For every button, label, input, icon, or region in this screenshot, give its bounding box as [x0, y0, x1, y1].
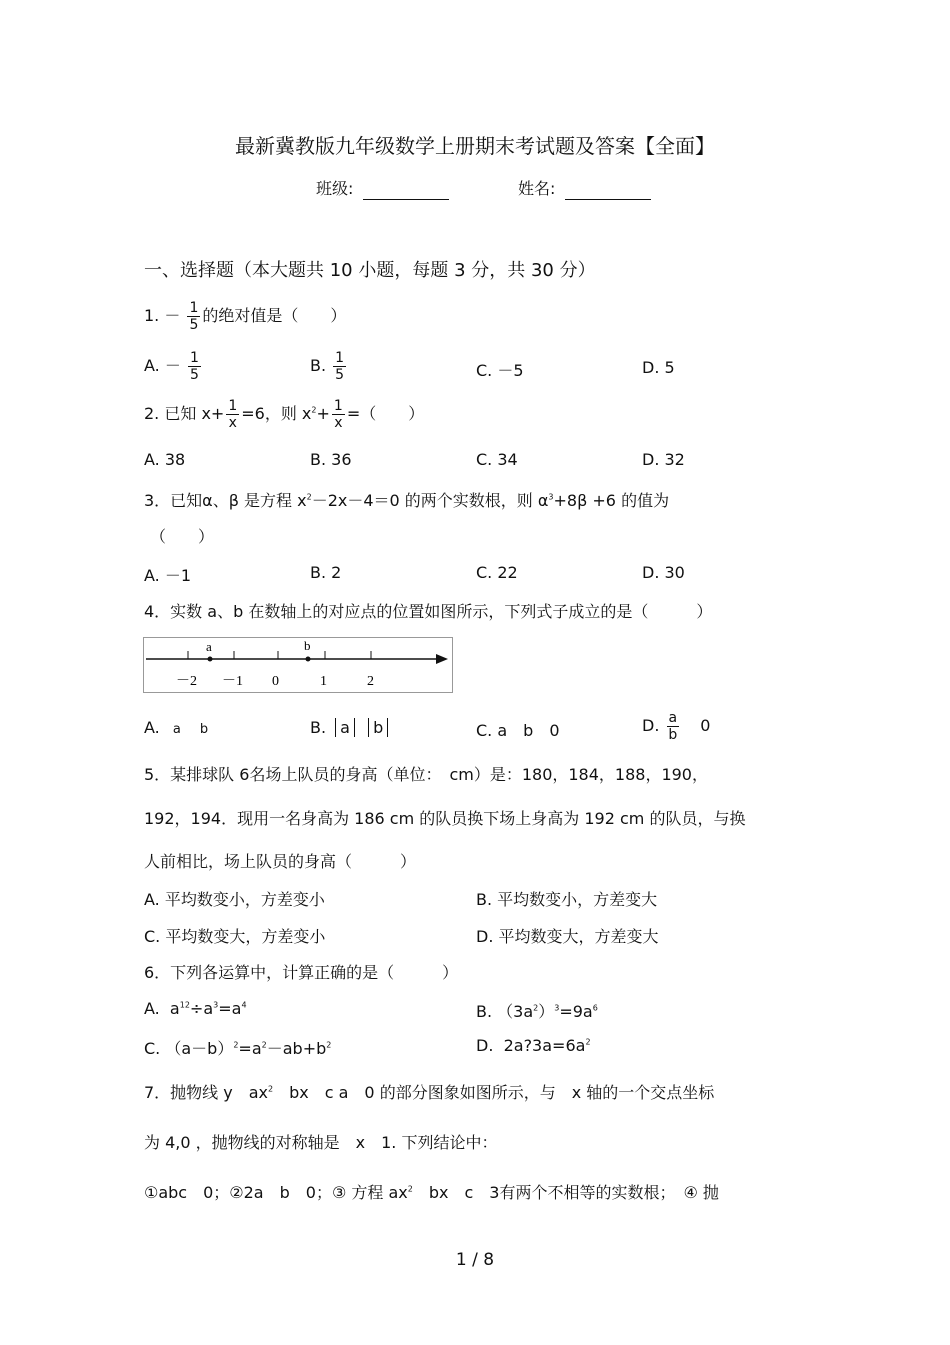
q1-fraction: $\frac{1}{5}$ — [189, 300, 199, 333]
number-line-svg — [144, 638, 452, 692]
q7-line-3: ①abc 0；②2a b 0；③ 方程 $ax^2$ bx c 3有两个不相等的实数根； ④ 抛 — [144, 1183, 719, 1202]
point-b-dot — [306, 657, 311, 662]
q1-option-b: B. $\frac{1}{5}$ — [310, 350, 345, 383]
q6-option-c: C. $(a-b)^2=a^2-ab+b^2$ — [144, 1039, 332, 1058]
q5-option-c: C. 平均数变大，方差变小 — [144, 927, 326, 946]
q4-option-d: D. $\frac{a}{b}$ 0 — [642, 710, 711, 743]
page-title: 最新冀教版九年级数学上册期末考试题及答案【全面】 — [235, 134, 715, 158]
number-line-figure — [143, 637, 453, 693]
q6-option-b: B. $(3a^2)^3=9a^6$ — [476, 1002, 598, 1021]
q5-line-1: 5．某排球队 6名场上队员的身高（单位： cm）是：180，184，188，190， — [144, 765, 708, 784]
q5-option-d: D. 平均数变大，方差变大 — [476, 927, 659, 946]
q6-option-a: A. $a^{12}\div a^3=a^4$ — [144, 999, 247, 1018]
q4-option-a: A. a b — [144, 718, 209, 737]
q3-answer-blank: （ ） — [150, 527, 215, 546]
point-b-label: b — [304, 638, 311, 653]
q3-option-b: B. 2 — [310, 563, 342, 582]
name-label: 姓名: — [518, 179, 556, 198]
q1-sign: － — [164, 306, 181, 325]
q2-option-c: C. 34 — [476, 450, 518, 469]
q5-option-a: A. 平均数变小，方差变小 — [144, 890, 325, 909]
tick-label: 2 — [367, 674, 374, 689]
point-a-dot — [208, 657, 213, 662]
q1-text: 的绝对值是（ ） — [202, 306, 347, 325]
page-number: 1 / 8 — [455, 1250, 495, 1270]
q3-option-c: C. 22 — [476, 563, 518, 582]
question-1 — [144, 300, 346, 333]
q1-option-d: D. 5 — [642, 358, 675, 377]
tick-label: －2 — [176, 674, 197, 689]
class-field — [316, 176, 449, 200]
name-blank — [565, 198, 651, 200]
q5-line-3: 人前相比，场上队员的身高（ ） — [144, 852, 417, 871]
class-blank — [363, 198, 449, 200]
q3-option-d: D. 30 — [642, 563, 685, 582]
class-label: 班级: — [316, 179, 354, 198]
q2-option-b: B. 36 — [310, 450, 352, 469]
name-field — [518, 176, 651, 200]
q2-option-d: D. 32 — [642, 450, 685, 469]
q6-option-d: D. $2a?3a=6a^2$ — [476, 1036, 591, 1055]
q5-option-b: B. 平均数变小，方差变大 — [476, 890, 658, 909]
section-heading: 一、选择题（本大题共 10 小题，每题 3 分，共 30 分） — [144, 260, 596, 281]
q4-option-c: C. a b 0 — [476, 721, 560, 740]
q5-line-2: 192，194．现用一名身高为 186 cm 的队员换下场上身高为 192 cm 的队员，与换 — [144, 809, 746, 828]
question-2: 2. 已知 x+ $\frac{1}{x}$ =6，则 $x^2+$ $\frac{1}{x}$ =（ ） — [144, 398, 425, 431]
tick-label: －1 — [222, 674, 243, 689]
q1-option-a: A. － $\frac{1}{5}$ — [144, 350, 199, 383]
question-3: 3．已知α、β 是方程 $x^2-2x-4=0$ 的两个实数根，则 $\alpha^3+8\beta +6$ 的值为 — [144, 491, 670, 510]
q2-option-a: A. 38 — [144, 450, 186, 469]
q1-option-c: C. －5 — [476, 361, 524, 380]
q7-line-1: 7．抛物线 y $ax^2$ bx c a 0 的部分图象如图所示，与 x 轴的一个交点坐标 — [144, 1083, 715, 1102]
q4-option-b: B. a b — [310, 718, 392, 737]
q1-number: 1. — [144, 306, 160, 325]
q3-option-a: A. －1 — [144, 566, 192, 585]
question-4: 4．实数 a、b 在数轴上的对应点的位置如图所示，下列式子成立的是（ ） — [144, 602, 713, 621]
question-6: 6．下列各运算中，计算正确的是（ ） — [144, 963, 459, 982]
q7-line-2: 为 4,0 ，抛物线的对称轴是 x 1. 下列结论中： — [144, 1133, 498, 1152]
tick-label: 1 — [320, 674, 327, 689]
tick-label: 0 — [272, 674, 279, 689]
point-a-label: a — [206, 639, 212, 654]
